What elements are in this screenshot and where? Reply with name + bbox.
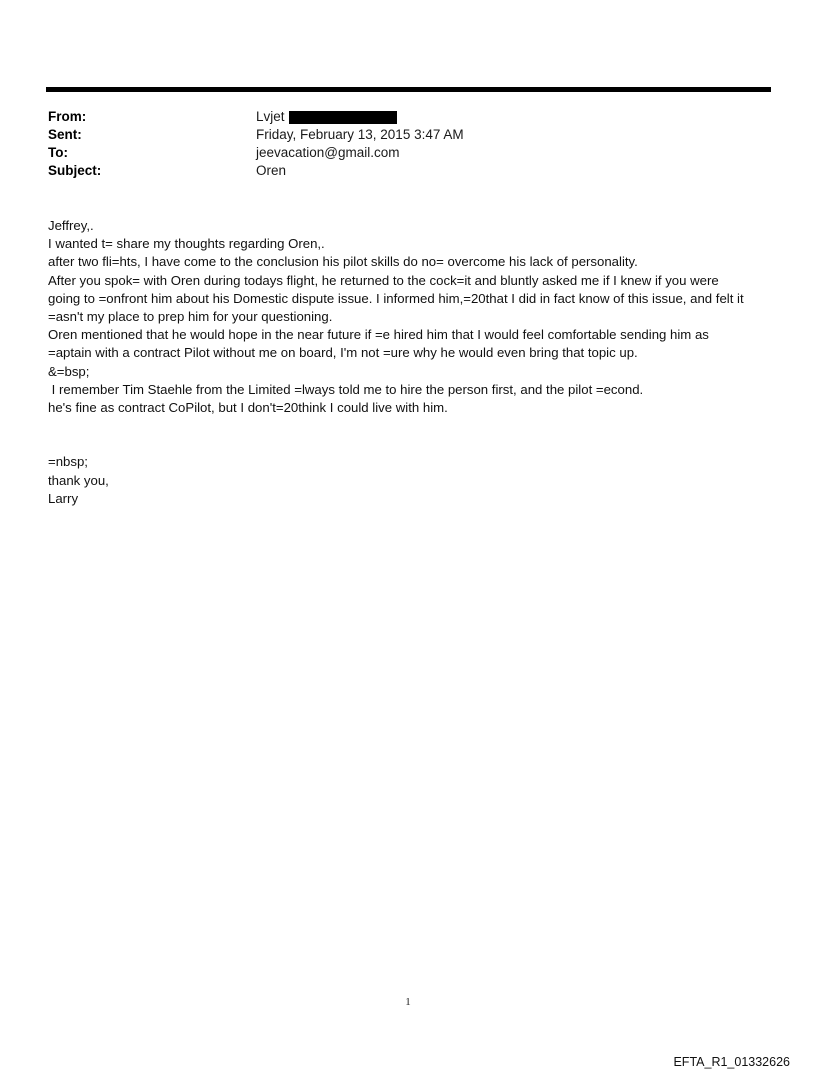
to-value: jeevacation@gmail.com [256,145,400,160]
body-line: he's fine as contract CoPilot, but I don't=20think I could live with him. [48,399,448,415]
closing-line: thank you, [48,472,109,488]
to-row [48,144,464,162]
sent-label: Sent: [48,127,82,142]
subject-value: Oren [256,163,287,178]
body-line: =aptain with a contract Pilot without me on board, I'm not =ure why he would even bring that topic up. [48,345,638,361]
from-row [48,108,464,126]
body-line: Oren mentioned that he would hope in the near future if =e hired him that I would feel comfortable sending him as [48,327,709,343]
body-line: Jeffrey,. [48,218,94,233]
bates-number: EFTA_R1_01332626 [673,1055,790,1069]
body-line: &=bsp; [48,363,90,379]
from-value: Lvjet [256,109,285,124]
closing-line: =nbsp; [48,454,88,470]
body-line: =asn't my place to prep him for your questioning. [48,308,333,324]
redaction-block [289,111,397,124]
signature-name: Larry [48,490,79,506]
body-line: going to =onfront him about his Domestic dispute issue. I informed him,=20that I did in fact know of this issue, and felt it [48,290,744,306]
to-label: To: [48,145,68,160]
body-line: After you spok= with Oren during todays flight, he returned to the cock=it and bluntly asked me if I knew if you were [48,272,719,288]
blank-line [48,417,778,435]
body-line: I remember Tim Staehle from the Limited =lways told me to hire the person first, and the pilot =econd. [48,381,644,397]
email-header [48,108,464,180]
body-line: I wanted t= share my thoughts regarding Oren,. [48,236,325,252]
from-value-container [256,108,397,126]
from-label: From: [48,109,87,124]
header-divider-rule [46,87,771,92]
blank-line [48,435,778,453]
sent-row [48,126,464,144]
email-body [48,217,778,508]
page-number: 1 [405,996,411,1008]
subject-label: Subject: [48,163,102,178]
sent-value: Friday, February 13, 2015 3:47 AM [256,127,464,142]
subject-row [48,162,464,180]
body-line: after two fli=hts, I have come to the conclusion his pilot skills do no= overcome his lack of personality. [48,254,638,270]
